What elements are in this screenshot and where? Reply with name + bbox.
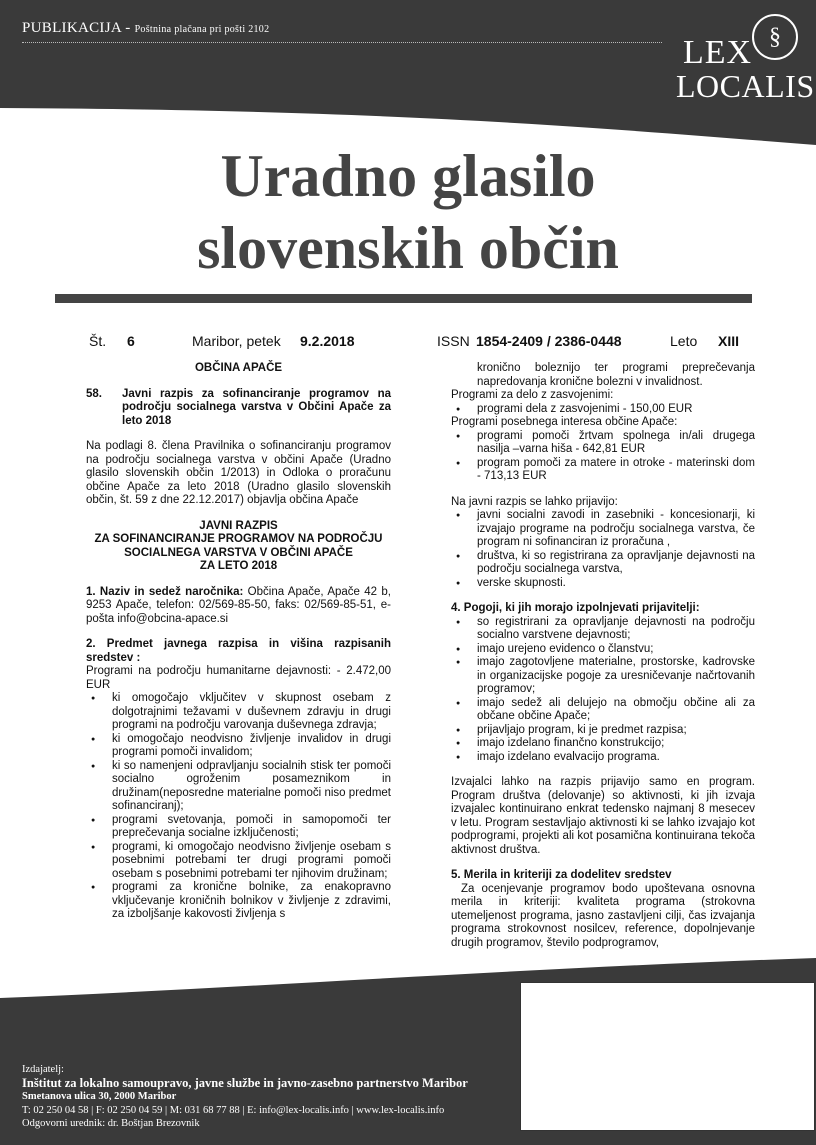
title-line-1: Uradno glasilo xyxy=(220,143,596,209)
place-date-label: Maribor, petek xyxy=(192,333,281,349)
year-label: Leto xyxy=(670,333,698,349)
list-item: ● programi, ki omogočajo neodvisno življenje osebam s posebnimi potrebami ter drugi programi pomoči osebam s posebnimi potrebami ter njihovim družinam; xyxy=(86,841,391,882)
intro-paragraph: Na podlagi 8. člena Pravilnika o sofinanciranju programov na področju socialnega varstva v občini Apače (Uradno glasilo slovenskih občin 1/2013) in Odloka o proračunu občine Apače za leto 2018 (Uradno glasilo slovenskih občin, št. 59 z dne 22.12.2017) objavlja občina Apače xyxy=(86,440,391,506)
right-column xyxy=(451,362,755,950)
list-item: ● društva, ki so registrirana za opravljanje dejavnosti na področju socialnega varstva, xyxy=(451,550,755,577)
logo-lex: LEX xyxy=(683,34,753,71)
list-item: ● imajo urejeno evidenco o članstvu; xyxy=(451,643,755,657)
delo-list xyxy=(451,403,755,417)
list-item: ● prijavljajo program, ki je predmet razpisa; xyxy=(451,724,755,738)
item-number: 58. xyxy=(86,387,102,400)
prijava-list xyxy=(451,509,755,590)
list-item: ● imajo izdelano evalvacijo programa. xyxy=(451,751,755,765)
list-item: ● javni socialni zavodi in zasebniki - koncesionarji, ki izvajajo programe na področju socialnega varstva, če program ni sofinanciran iz proračuna , xyxy=(451,509,755,550)
list-item: ● programi svetovanja, pomoči in samopomoči ter preprečevanja socialne izključenosti; xyxy=(86,814,391,841)
list-item: ● programi dela z zasvojenimi - 150,00 EUR xyxy=(451,403,755,417)
issue-number: 6 xyxy=(127,333,135,349)
list-item: ● programi za kronične bolnike, za enakopravno vključevanje kroničnih bolnikov v življenje z zdravimi, za izboljšanje kakovosti življenja s xyxy=(86,881,391,922)
page-title xyxy=(0,140,816,284)
postage-note: Poštnina plačana pri pošti 2102 xyxy=(134,24,270,35)
razpis-title-3: ZA LETO 2018 xyxy=(199,560,278,572)
delo-heading: Programi za delo z zasvojenimi: xyxy=(451,389,614,401)
list-item: ● imajo izdelano finančno konstrukcijo; xyxy=(451,737,755,751)
section-1-heading: 1. Naziv in sedež naročnika: xyxy=(86,585,244,598)
issn-label: ISSN xyxy=(437,333,470,349)
continued-text: kronično boleznijo ter programi preprečevanja napredovanja kronične bolezni v invalidnost. xyxy=(477,362,755,388)
publication-label: PUBLIKACIJA xyxy=(22,20,122,36)
publisher-label: Izdajatelj: xyxy=(22,1064,64,1075)
section-1 xyxy=(86,586,391,627)
list-item: ● so registrirani za opravljanje dejavnosti na področju socialno varstvene dejavnosti; xyxy=(451,616,755,643)
section-2-intro: Programi na področju humanitarne dejavnosti: - 2.472,00 EUR xyxy=(86,665,391,691)
prijava-heading: Na javni razpis se lahko prijavijo: xyxy=(451,495,618,508)
editor-line: Odgovorni urednik: dr. Boštjan Brezovnik xyxy=(22,1118,200,1129)
title-line-2: slovenskih občin xyxy=(197,215,619,281)
municipality-heading: OBČINA APAČE xyxy=(194,362,283,374)
posebni-list xyxy=(451,430,755,484)
footer-info xyxy=(22,1063,468,1131)
posebni-heading: Programi posebnega interesa občine Apače: xyxy=(451,416,678,428)
list-item: ● imajo zagotovljene materialne, prostorske, kadrovske in organizacijske pogoje za uresničevanje načrtovanih programov; xyxy=(451,656,755,697)
issue-label: Št. xyxy=(89,333,107,349)
publisher-name: Inštitut za lokalno samoupravo, javne službe in javno-zasebno partnerstvo Maribor xyxy=(22,1075,468,1090)
list-item: ● verske skupnosti. xyxy=(451,577,755,591)
publication-line xyxy=(22,20,269,37)
section-sign-icon: § xyxy=(752,14,798,60)
list-item: ● ki so namenjeni odpravljanju socialnih stisk ter pomoči socialno ogroženim posameznikom in družinam(neposredne materialne pomoči niso predmet sofinanciranj); xyxy=(86,760,391,814)
publisher-contact: T: 02 250 04 58 | F: 02 250 04 59 | M: 031 68 77 88 | E: info@lex-localis.info | www.lex-localis.info xyxy=(22,1104,445,1116)
item-title: Javni razpis za sofinanciranje programov na področju socialnega varstva v Občini Apače za leto 2018 xyxy=(122,387,391,427)
publication-separator: - xyxy=(121,20,135,36)
section-2-list xyxy=(86,692,391,922)
year-value: XIII xyxy=(718,333,740,349)
list-item: ● imajo sedež ali delujejo na območju občine ali za občane občine Apače; xyxy=(451,697,755,724)
list-item: ● program pomoči za matere in otroke - materinski dom - 713,13 EUR xyxy=(451,457,755,484)
section-1-text: Občina Apače, Apače 42 b, 9253 Apače, telefon: 02/569-85-50, faks: 02/569-85-51, e-pošta info@obcina-apace.si xyxy=(86,585,391,625)
publisher-address: Smetanova ulica 30, 2000 Maribor xyxy=(22,1091,177,1102)
item-heading xyxy=(86,388,391,429)
issue-date: 9.2.2018 xyxy=(300,333,355,349)
razpis-title-2: ZA SOFINANCIRANJE PROGRAMOV NA PODROČJU SOCIALNEGA VARSTVA V OBČINI APAČE xyxy=(94,533,383,559)
section-5-paragraph: Za ocenjevanje programov bodo upoštevana osnovna merila in kriteriji: kvaliteta programa (strokovna utemeljenost programa, jasno zastavljeni cilji, čas izvajanja programa strokovnost nosilcev, reference, dopolnjevanje drugih programov, število podprogramov, xyxy=(451,882,755,949)
address-label-box xyxy=(520,982,815,1131)
dotted-divider xyxy=(22,42,662,43)
razpis-title-1: JAVNI RAZPIS xyxy=(199,519,278,532)
section-2-heading: 2. Predmet javnega razpisa in višina razpisanih sredstev : xyxy=(86,638,391,664)
section-4-heading: 4. Pogoji, ki jih morajo izpolnjevati prijavitelji: xyxy=(451,602,700,614)
section-4-paragraph: Izvajalci lahko na razpis prijavijo samo en program. Program društva (delovanje) so aktivnosti, ki jih izvaja izvajalec kontinuirano enkrat tedensko najmanj 8 mesecev v letu. Program sestavljajo aktivnosti ki se lahko izvajajo kot podprogrami, projekti ali kot posamična kontinuirana tekoča aktivnost društva. xyxy=(451,776,755,856)
logo-localis: LOCALIS xyxy=(676,68,815,104)
list-item: ● ki omogočajo neodvisno življenje invalidov in drugi programi pomoči invalidom; xyxy=(86,733,391,760)
list-item: ● ki omogočajo vključitev v skupnost osebam z dolgotrajnimi težavami v duševnem zdravju in drugi programi na področju varovanja duševnega zdravja; xyxy=(86,692,391,733)
title-rule xyxy=(55,294,752,303)
list-item: ● programi pomoči žrtvam spolnega in/ali drugega nasilja –varna hiša - 642,81 EUR xyxy=(451,430,755,457)
issn-value: 1854-2409 / 2386-0448 xyxy=(476,333,622,349)
section-4-list xyxy=(451,616,755,765)
section-5-heading: 5. Merila in kriteriji za dodelitev sredstev xyxy=(451,869,672,881)
left-column xyxy=(86,362,391,922)
